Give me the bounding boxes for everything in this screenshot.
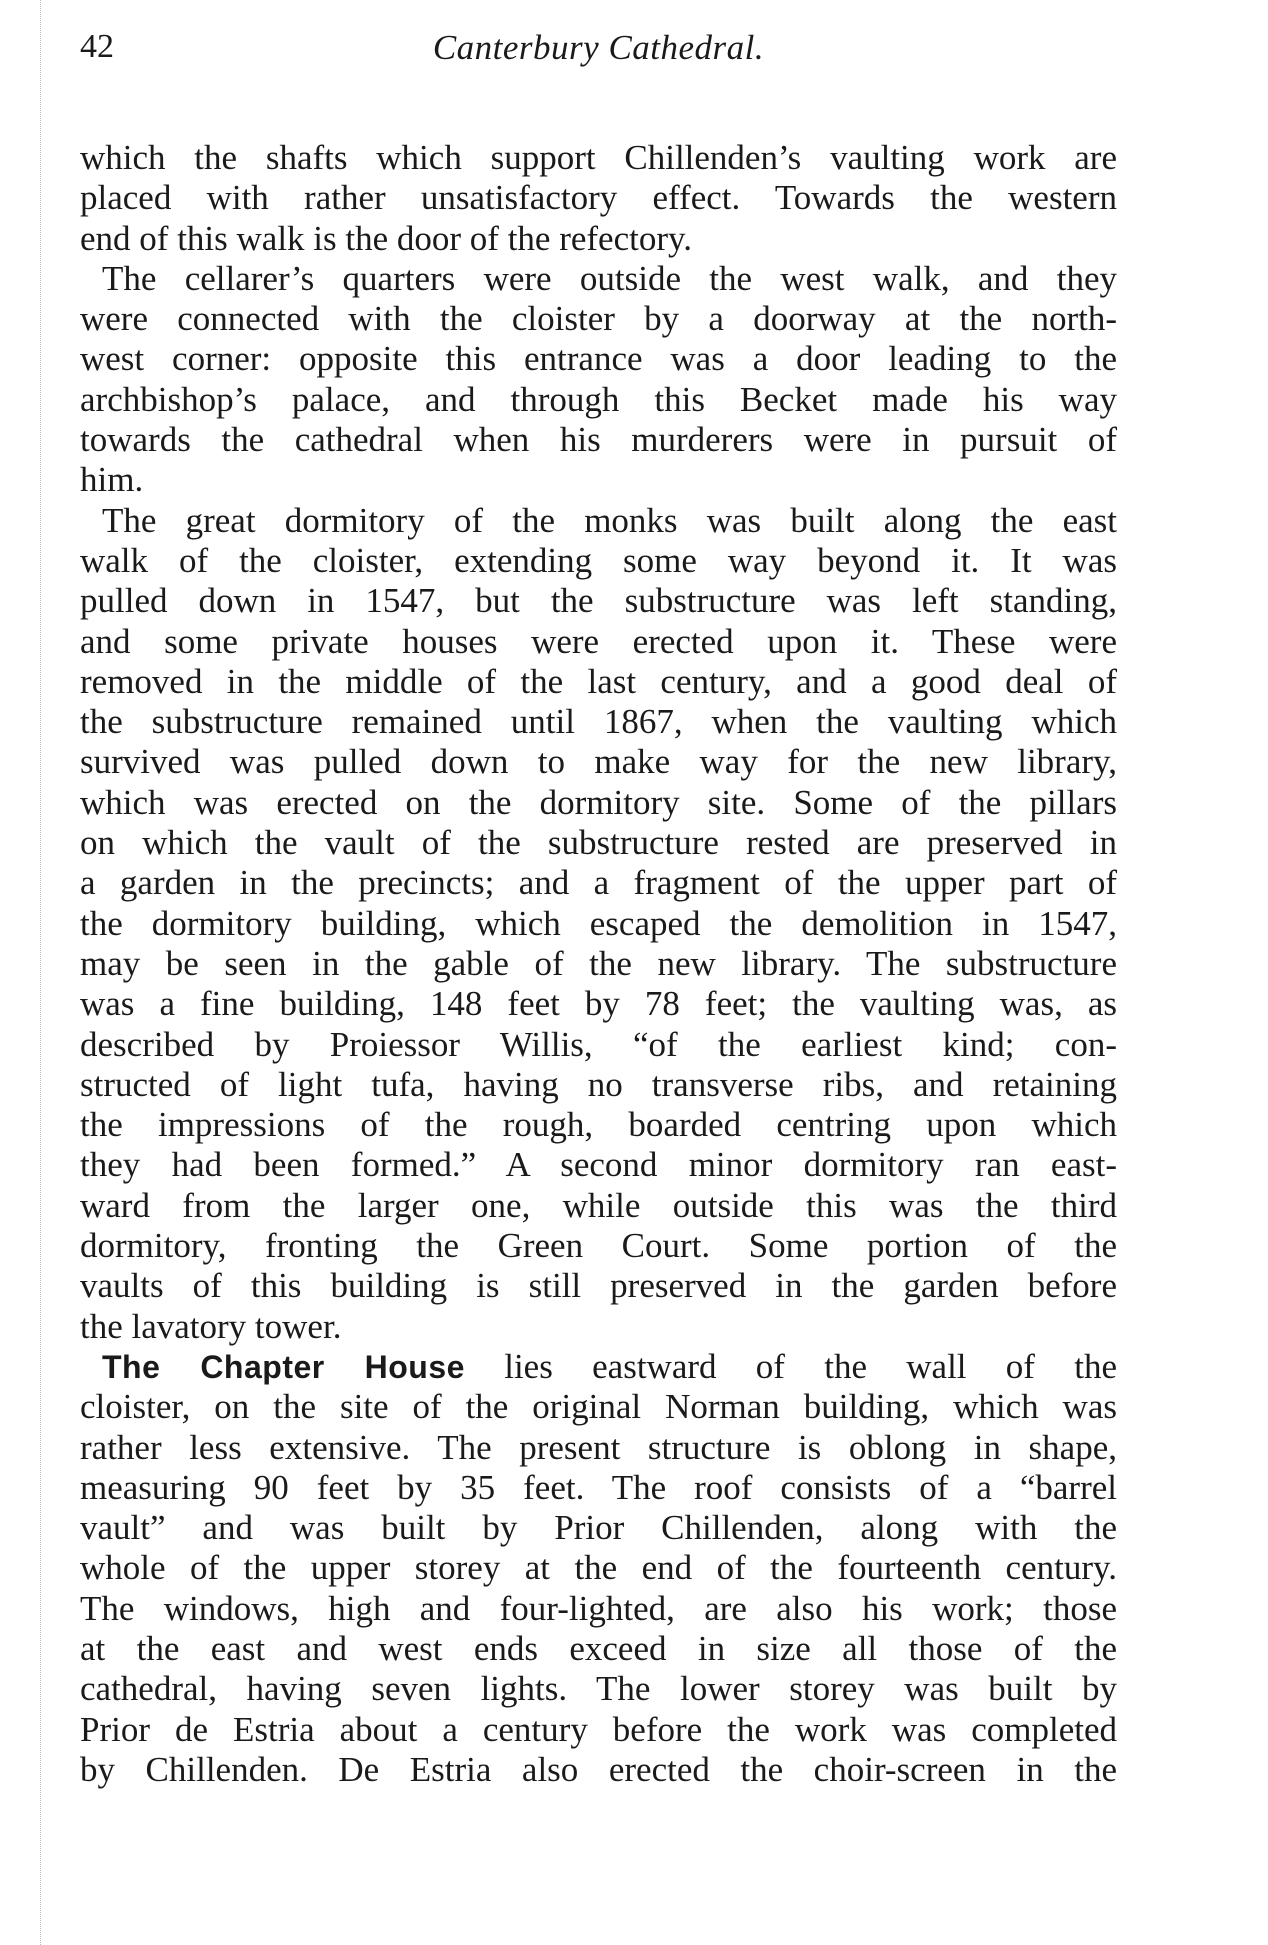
text-line [80, 1307, 1117, 1347]
text-line [80, 742, 1117, 782]
line-text: a garden in the precincts; and a fragment of the upper part of [80, 863, 1117, 903]
line-text: the dormitory building, which escaped the demolition in 1547, [80, 903, 1117, 943]
line-text: by Chillenden. De Estria also erected the choir-screen in the [80, 1749, 1117, 1789]
line-text: The windows, high and four-lighted, are also his work; those [80, 1588, 1117, 1628]
text-line [80, 1065, 1117, 1105]
line-text: the lavatory tower. [80, 1306, 342, 1346]
text-line [80, 178, 1117, 218]
paragraph [80, 138, 1117, 259]
text-line [80, 1468, 1117, 1508]
line-text: ward from the larger one, while outside this was the third [80, 1185, 1117, 1225]
text-line [80, 339, 1117, 379]
section-heading: The Chapter House [102, 1348, 465, 1385]
line-text: archbishop’s palace, and through this Becket made his way [80, 379, 1117, 419]
text-line [80, 1025, 1117, 1065]
line-text: structed of light tufa, having no transverse ribs, and retaining [80, 1064, 1117, 1104]
text-line [80, 662, 1117, 702]
line-text: described by Proiessor Willis, “of the earliest kind; con- [80, 1024, 1117, 1064]
text-line [80, 904, 1117, 944]
text-line [80, 1548, 1117, 1588]
line-text: rather less extensive. The present structure is oblong in shape, [80, 1427, 1117, 1467]
line-text: which the shafts which support Chillenden’s vaulting work are [80, 138, 1117, 177]
line-text: towards the cathedral when his murderers were in pursuit of [80, 420, 1117, 460]
line-text: placed with rather unsatisfactory effect. Towards the western [80, 178, 1117, 218]
text-line [80, 420, 1117, 460]
line-text: whole of the upper storey at the end of the fourteenth century. [80, 1548, 1117, 1588]
line-text: The cellarer’s quarters were outside the west walk, and they [102, 258, 1117, 298]
line-text: which was erected on the dormitory site. Some of the pillars [80, 782, 1117, 822]
line-text: the impressions of the rough, boarded centring upon which [80, 1105, 1117, 1145]
text-line [80, 1750, 1117, 1790]
line-text: west corner: opposite this entrance was a door leading to the [80, 339, 1117, 379]
text-line [80, 1428, 1117, 1468]
text-line [80, 1145, 1117, 1185]
line-text: cloister, on the site of the original Norman building, which was [80, 1387, 1117, 1427]
text-line [80, 1629, 1117, 1669]
line-text: may be seen in the gable of the new library. The substructure [80, 943, 1117, 983]
text-line [80, 138, 1117, 178]
text-line [80, 984, 1117, 1024]
line-text: the substructure remained until 1867, when the vaulting which [80, 702, 1117, 742]
text-line [80, 783, 1117, 823]
paragraph [80, 1347, 1117, 1790]
line-text: and some private houses were erected upon it. These were [80, 621, 1117, 661]
line-text: they had been formed.” A second minor dormitory ran east- [80, 1145, 1117, 1185]
text-line [80, 380, 1117, 420]
text-line [80, 823, 1117, 863]
text-line [80, 622, 1117, 662]
text-line [80, 1226, 1117, 1266]
text-line [80, 299, 1117, 339]
text-line [80, 1589, 1117, 1629]
paragraph [80, 501, 1117, 1347]
line-text: measuring 90 feet by 35 feet. The roof consists of a “barrel [80, 1467, 1117, 1507]
running-title: Canterbury Cathedral. [432, 28, 765, 67]
line-text: vaults of this building is still preserved in the garden before [80, 1266, 1117, 1306]
text-line [80, 1508, 1117, 1548]
scan-margin-rule [40, 0, 41, 1945]
text-line [80, 259, 1117, 299]
line-text: removed in the middle of the last century, and a good deal of [80, 661, 1117, 701]
page-number: 42 [80, 28, 114, 65]
line-text: him. [80, 460, 144, 500]
line-text: on which the vault of the substructure rested are preserved in [80, 823, 1117, 863]
line-text: vault” and was built by Prior Chillenden, along with the [80, 1508, 1117, 1548]
text-line [80, 501, 1117, 541]
line-text: The great dormitory of the monks was built along the east [102, 500, 1117, 540]
text-line [80, 1266, 1117, 1306]
text-line [80, 1186, 1117, 1226]
line-text: end of this walk is the door of the refectory. [80, 218, 692, 258]
line-text: lies eastward of the wall of the [464, 1346, 1118, 1386]
page-body [80, 138, 1117, 1790]
line-text: walk of the cloister, extending some way beyond it. It was [80, 540, 1117, 580]
line-text: at the east and west ends exceed in size all those of the [80, 1628, 1117, 1668]
text-line [80, 581, 1117, 621]
text-line [80, 1387, 1117, 1427]
line-text: Prior de Estria about a century before the work was completed [80, 1709, 1117, 1749]
line-text: were connected with the cloister by a doorway at the north- [80, 299, 1117, 339]
text-line [80, 219, 1117, 259]
line-text: pulled down in 1547, but the substructure was left standing, [80, 581, 1117, 621]
line-text: survived was pulled down to make way for the new library, [80, 742, 1117, 782]
text-line [80, 863, 1117, 903]
paragraph [80, 259, 1117, 501]
text-line [80, 541, 1117, 581]
text-line [80, 944, 1117, 984]
text-line [80, 1347, 1117, 1387]
text-line [80, 702, 1117, 742]
text-line [80, 1105, 1117, 1145]
text-line [80, 460, 1117, 500]
text-line [80, 1710, 1117, 1750]
text-line [80, 1669, 1117, 1709]
line-text: dormitory, fronting the Green Court. Some portion of the [80, 1226, 1117, 1266]
line-text: was a fine building, 148 feet by 78 feet; the vaulting was, as [80, 984, 1117, 1024]
page-header [80, 28, 1117, 74]
line-text: cathedral, having seven lights. The lower storey was built by [80, 1669, 1117, 1709]
